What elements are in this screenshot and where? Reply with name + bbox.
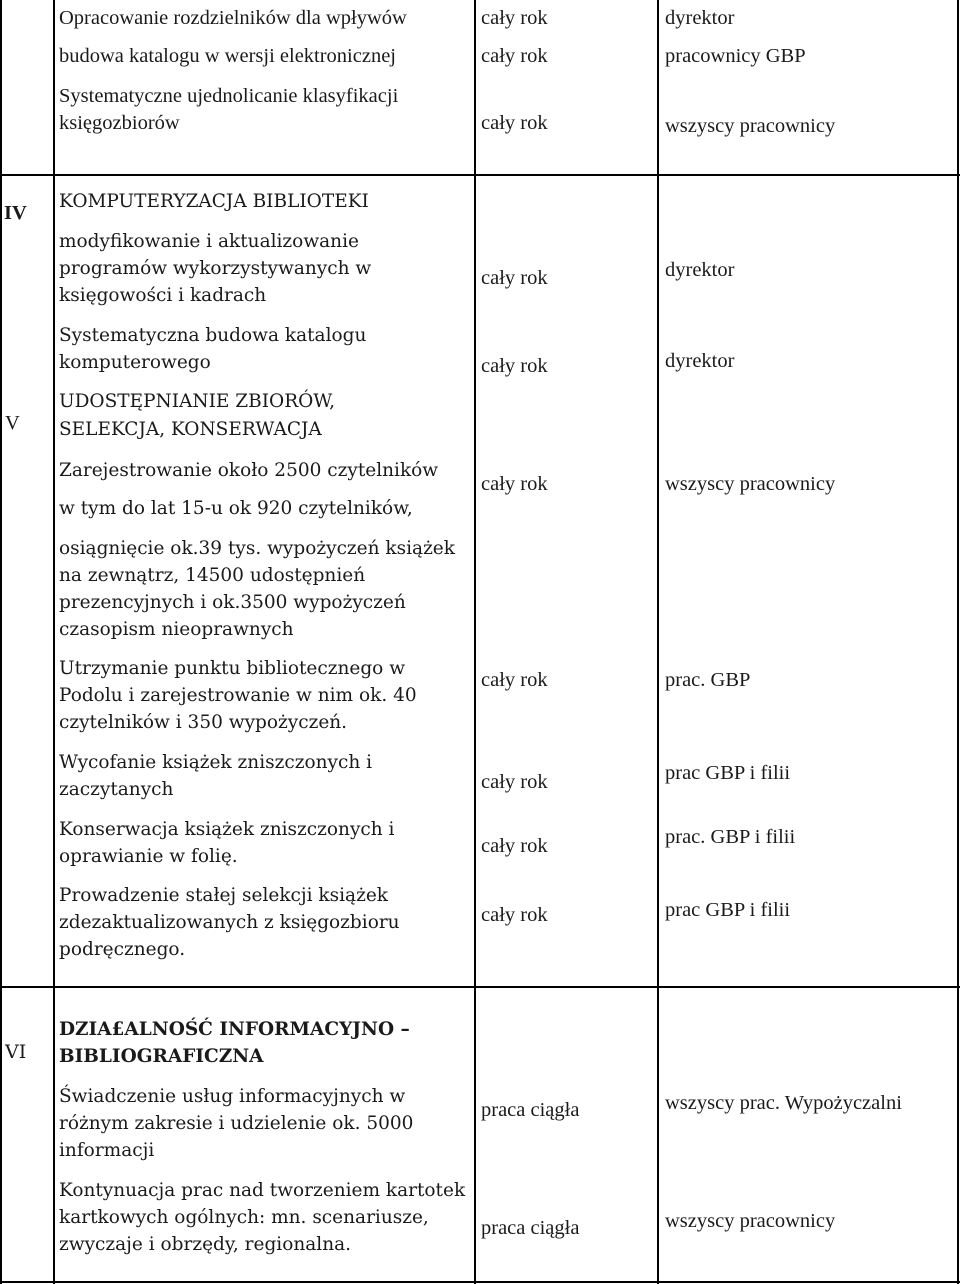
period-text: cały rok [481,669,548,691]
period-text: cały rok [481,112,548,134]
section-number: VI [5,1041,27,1063]
period-text: cały rok [481,7,548,29]
period-text: praca ciągła [481,1217,580,1239]
task-text: komputerowego [59,352,211,373]
task-text: kartkowych ogólnych: mn. scenariusze, [59,1207,429,1228]
task-text: programów wykorzystywanych w [59,258,372,279]
period-text: praca ciągła [481,1099,580,1121]
task-text: Systematyczne ujednolicanie klasyfikacji [59,85,399,107]
task-text: prezencyjnych i ok.3500 wypożyczeń [59,592,406,613]
table-column-divider-3 [657,0,659,1284]
section-heading: DZIA£ALNOŚĆ INFORMACYJNO – [59,1019,410,1040]
table-border-bottom [0,1281,960,1283]
period-text: cały rok [481,355,548,377]
table-column-divider-1 [53,0,55,1284]
section-heading: SELEKCJA, KONSERWACJA [59,419,322,440]
task-text: zaczytanych [59,779,174,800]
section-heading: KOMPUTERYZACJA BIBLIOTEKI [59,191,369,212]
period-text: cały rok [481,771,548,793]
section-heading: BIBLIOGRAFICZNA [59,1046,264,1067]
task-text: czasopism nieoprawnych [59,619,294,640]
task-text: Zarejestrowanie około 2500 czytelników [59,460,439,481]
responsible-text: wszyscy pracownicy [665,473,836,495]
section-number: IV [4,202,27,224]
task-text: Kontynuacja prac nad tworzeniem kartotek [59,1180,466,1201]
task-text: budowa katalogu w wersji elektronicznej [59,45,396,67]
section-heading: UDOSTĘPNIANIE ZBIORÓW, [59,391,335,412]
responsible-text: dyrektor [665,350,735,372]
task-text: zwyczaje i obrzędy, regionalna. [59,1234,352,1255]
task-text: podręcznego. [59,939,186,960]
responsible-text: wszyscy prac. Wypożyczalni [665,1092,902,1114]
responsible-text: dyrektor [665,7,735,29]
responsible-text: pracownicy GBP [665,45,806,67]
task-text: oprawianie w folię. [59,846,238,867]
task-text: Opracowanie rozdzielników dla wpływów [59,7,407,29]
table-border-right [957,0,959,1284]
period-text: cały rok [481,835,548,857]
responsible-text: prac GBP i filii [665,762,791,784]
task-text: księgozbiorów [59,112,180,134]
task-text: różnym zakresie i udzielenie ok. 5000 [59,1113,414,1134]
table-column-divider-2 [474,0,476,1284]
task-text: Systematyczna budowa katalogu [59,325,367,346]
table-border-left [0,0,2,1284]
responsible-text: dyrektor [665,259,735,281]
task-text: Wycofanie książek zniszczonych i [59,752,373,773]
period-text: cały rok [481,473,548,495]
responsible-text: wszyscy pracownicy [665,115,836,137]
task-text: modyfikowanie i aktualizowanie [59,231,359,252]
period-text: cały rok [481,267,548,289]
task-text: w tym do lat 15-u ok 920 czytelników, [59,498,413,519]
task-text: czytelników i 350 wypożyczeń. [59,712,348,733]
responsible-text: wszyscy pracownicy [665,1210,836,1232]
task-text: Utrzymanie punktu bibliotecznego w [59,658,406,679]
task-text: informacji [59,1140,155,1161]
task-text: Konserwacja książek zniszczonych i [59,819,395,840]
table-row-divider-2 [0,986,960,988]
period-text: cały rok [481,904,548,926]
task-text: Świadczenie usług informacyjnych w [59,1086,406,1107]
table-row-divider-1 [0,174,960,176]
responsible-text: prac. GBP [665,669,751,691]
task-text: na zewnątrz, 14500 udostępnień [59,565,366,586]
section-number: V [5,412,20,434]
task-text: księgowości i kadrach [59,285,267,306]
responsible-text: prac GBP i filii [665,899,791,921]
responsible-text: prac. GBP i filii [665,826,796,848]
task-text: Prowadzenie stałej selekcji książek [59,885,388,906]
task-text: Podolu i zarejestrowanie w nim ok. 40 [59,685,417,706]
task-text: zdezaktualizowanych z księgozbioru [59,912,400,933]
task-text: osiągnięcie ok.39 tys. wypożyczeń książek [59,538,455,559]
period-text: cały rok [481,45,548,67]
